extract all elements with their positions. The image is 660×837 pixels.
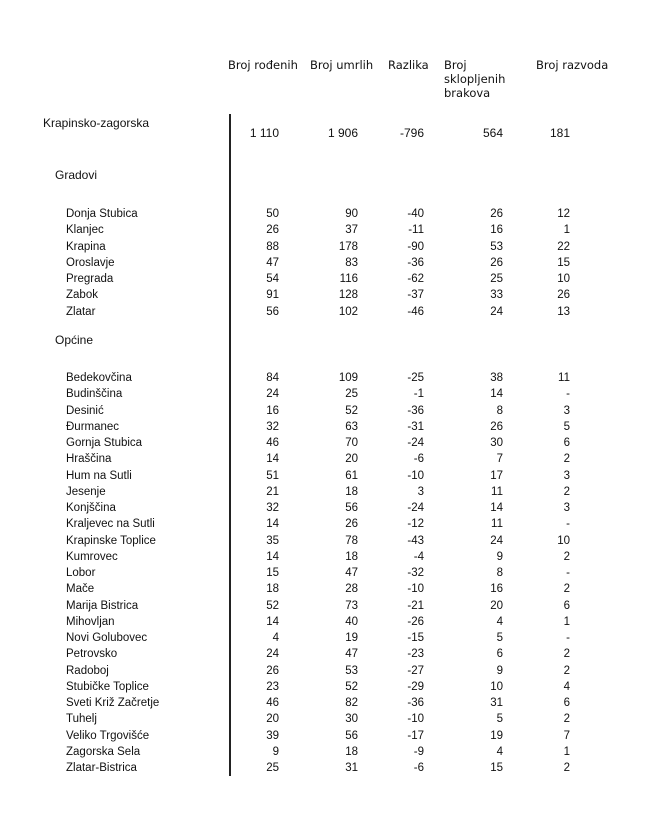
marriages-cell: 24 xyxy=(490,534,503,547)
births-cell: 32 xyxy=(266,420,279,433)
deaths-cell: 52 xyxy=(345,404,358,417)
column-header-divorces: Broj razvoda xyxy=(536,58,609,72)
row-label: Krapinske Toplice xyxy=(66,534,156,547)
table-row xyxy=(0,516,660,532)
deaths-cell: 61 xyxy=(345,469,358,482)
county-difference: -796 xyxy=(399,126,424,140)
marriages-cell: 4 xyxy=(496,615,503,628)
divorces-cell: 1 xyxy=(563,224,570,237)
table-row xyxy=(0,646,660,662)
row-label: Hum na Sutli xyxy=(66,469,132,482)
marriages-cell: 26 xyxy=(490,420,503,433)
difference-cell: -36 xyxy=(407,697,424,709)
marriages-cell: 6 xyxy=(496,648,503,661)
row-label: Đurmanec xyxy=(66,420,120,433)
marriages-cell: 30 xyxy=(490,437,503,449)
divorces-cell: 5 xyxy=(563,420,570,433)
divorces-cell: 6 xyxy=(563,437,570,449)
row-label: Kumrovec xyxy=(66,550,118,563)
difference-cell: -21 xyxy=(407,599,424,612)
births-cell: 26 xyxy=(266,224,279,237)
table-row xyxy=(0,533,660,549)
deaths-cell: 18 xyxy=(345,745,358,758)
county-marriages: 564 xyxy=(482,126,503,140)
deaths-cell: 37 xyxy=(345,224,358,237)
marriages-cell: 17 xyxy=(490,469,503,482)
row-label: Klanjec xyxy=(66,224,104,237)
births-cell: 88 xyxy=(266,240,279,253)
divorces-cell: 26 xyxy=(557,289,570,302)
marriages-cell: 16 xyxy=(490,224,503,237)
table-row xyxy=(0,271,660,287)
marriages-cell: 9 xyxy=(496,550,503,563)
marriages-cell: 33 xyxy=(490,289,503,302)
births-cell: 25 xyxy=(266,762,279,774)
row-label: Zlatar xyxy=(66,305,96,318)
deaths-cell: 31 xyxy=(345,762,358,774)
deaths-cell: 128 xyxy=(338,289,358,302)
divorces-cell: 13 xyxy=(557,305,570,318)
table-row xyxy=(0,760,660,776)
divorces-cell: 10 xyxy=(557,534,570,547)
table-row xyxy=(0,744,660,760)
table-row xyxy=(0,419,660,435)
difference-cell: -31 xyxy=(407,420,424,433)
difference-cell: -15 xyxy=(407,632,424,644)
row-label: Sveti Križ Začretje xyxy=(66,697,160,709)
deaths-cell: 109 xyxy=(338,372,358,384)
divorces-cell: 6 xyxy=(563,697,570,709)
difference-cell: -12 xyxy=(407,518,424,531)
row-label: Veliko Trgovišće xyxy=(66,729,150,742)
difference-cell: -29 xyxy=(407,680,424,693)
row-label: Pregrada xyxy=(66,273,114,285)
divorces-cell: - xyxy=(566,632,570,644)
row-label: Petrovsko xyxy=(66,648,118,661)
divorces-cell: - xyxy=(566,388,570,401)
difference-cell: -90 xyxy=(407,240,424,253)
difference-cell: -62 xyxy=(407,273,424,285)
marriages-cell: 11 xyxy=(491,518,503,531)
difference-cell: -10 xyxy=(407,469,424,482)
row-label: Kraljevec na Sutli xyxy=(66,518,155,531)
births-cell: 9 xyxy=(272,745,279,758)
deaths-cell: 18 xyxy=(345,550,358,563)
table-row xyxy=(0,711,660,727)
births-cell: 14 xyxy=(266,453,279,466)
births-cell: 20 xyxy=(266,713,279,726)
divorces-cell: 1 xyxy=(563,745,570,758)
births-cell: 84 xyxy=(266,372,279,384)
table-row xyxy=(0,304,660,320)
data-table xyxy=(0,206,660,776)
divorces-cell: 12 xyxy=(557,208,570,220)
table-row xyxy=(0,451,660,467)
deaths-cell: 28 xyxy=(345,583,358,596)
difference-cell: -1 xyxy=(413,388,424,401)
marriages-cell: 14 xyxy=(490,388,503,401)
row-label: Konjščina xyxy=(66,502,116,514)
deaths-cell: 25 xyxy=(345,388,358,401)
marriages-cell: 5 xyxy=(496,632,503,644)
births-cell: 50 xyxy=(266,208,279,220)
divorces-cell: - xyxy=(566,567,570,579)
table-row xyxy=(0,549,660,565)
deaths-cell: 20 xyxy=(345,453,358,466)
section-title-gradovi: Gradovi xyxy=(55,168,98,182)
marriages-cell: 53 xyxy=(490,240,503,253)
difference-cell: -10 xyxy=(407,583,424,596)
row-label: Gornja Stubica xyxy=(66,437,143,449)
marriages-cell: 31 xyxy=(490,697,503,709)
deaths-cell: 116 xyxy=(339,273,358,285)
deaths-cell: 19 xyxy=(345,632,358,644)
marriages-cell: 25 xyxy=(490,273,503,285)
deaths-cell: 70 xyxy=(345,437,358,449)
deaths-cell: 56 xyxy=(345,502,358,514)
deaths-cell: 30 xyxy=(345,713,358,726)
births-cell: 46 xyxy=(266,697,279,709)
births-cell: 51 xyxy=(266,469,279,482)
marriages-cell: 19 xyxy=(490,729,503,742)
row-label: Marija Bistrica xyxy=(66,599,139,612)
divorces-cell: 3 xyxy=(563,502,570,514)
row-label: Zabok xyxy=(66,289,98,302)
births-cell: 23 xyxy=(266,680,279,693)
births-cell: 46 xyxy=(266,437,279,449)
difference-cell: -36 xyxy=(407,256,424,269)
births-cell: 47 xyxy=(266,256,279,269)
table-row xyxy=(0,614,660,630)
deaths-cell: 78 xyxy=(345,534,358,547)
marriages-cell: 10 xyxy=(490,680,503,693)
difference-cell: -10 xyxy=(407,713,424,726)
difference-cell: -4 xyxy=(413,550,424,563)
births-cell: 15 xyxy=(266,567,279,579)
column-header-deaths: Broj umrlih xyxy=(310,58,374,72)
difference-cell: -40 xyxy=(407,208,424,220)
marriages-cell: 38 xyxy=(490,372,503,384)
divorces-cell: 10 xyxy=(557,273,570,285)
divorces-cell: 2 xyxy=(563,648,570,661)
table-row xyxy=(0,287,660,303)
row-label: Zlatar-Bistrica xyxy=(66,762,137,774)
county-births: 1 110 xyxy=(249,126,279,140)
births-cell: 91 xyxy=(266,289,279,302)
births-cell: 32 xyxy=(266,502,279,514)
marriages-cell: 26 xyxy=(490,256,503,269)
difference-cell: -25 xyxy=(407,372,424,384)
table-row xyxy=(0,484,660,500)
row-label: Jesenje xyxy=(66,485,106,498)
deaths-cell: 56 xyxy=(345,729,358,742)
divorces-cell: 2 xyxy=(563,713,570,726)
divorces-cell: 2 xyxy=(563,583,570,596)
marriages-cell: 4 xyxy=(496,745,503,758)
difference-cell: -26 xyxy=(407,615,424,628)
table-row xyxy=(0,403,660,419)
divorces-cell: 2 xyxy=(563,762,570,774)
divorces-cell: - xyxy=(566,518,570,531)
divorces-cell: 2 xyxy=(563,485,570,498)
marriages-cell: 8 xyxy=(496,404,503,417)
births-cell: 14 xyxy=(266,615,279,628)
divorces-cell: 7 xyxy=(563,729,570,742)
difference-cell: -9 xyxy=(413,745,424,758)
divorces-cell: 1 xyxy=(563,615,570,628)
marriages-cell: 11 xyxy=(491,485,503,498)
table-row xyxy=(0,500,660,516)
births-cell: 52 xyxy=(266,599,279,612)
difference-cell: -27 xyxy=(407,664,424,677)
table-row xyxy=(0,206,660,222)
table-row xyxy=(0,728,660,744)
births-cell: 14 xyxy=(266,518,279,531)
marriages-cell: 15 xyxy=(490,762,503,774)
column-header-difference: Razlika xyxy=(388,58,429,72)
deaths-cell: 26 xyxy=(345,518,358,531)
difference-cell: -24 xyxy=(407,502,424,514)
births-cell: 21 xyxy=(266,485,279,498)
county-name: Krapinsko-zagorska xyxy=(43,116,150,130)
divorces-cell: 15 xyxy=(557,256,570,269)
table-row xyxy=(0,468,660,484)
births-cell: 24 xyxy=(266,648,279,661)
deaths-cell: 18 xyxy=(345,485,358,498)
difference-cell: -37 xyxy=(407,289,424,302)
marriages-cell: 8 xyxy=(496,567,503,579)
deaths-cell: 63 xyxy=(345,420,358,433)
table-row xyxy=(0,255,660,271)
table-row xyxy=(0,435,660,451)
marriages-cell: 16 xyxy=(490,583,503,596)
row-label: Mače xyxy=(66,583,95,596)
divorces-cell: 2 xyxy=(563,664,570,677)
difference-cell: -23 xyxy=(407,648,424,661)
births-cell: 18 xyxy=(266,583,279,596)
column-header-marriages: Broj sklopljenih brakova xyxy=(444,58,506,100)
table-row xyxy=(0,695,660,711)
table-row xyxy=(0,565,660,581)
difference-cell: -6 xyxy=(413,762,424,774)
births-cell: 39 xyxy=(266,729,279,742)
births-cell: 54 xyxy=(266,273,279,285)
deaths-cell: 47 xyxy=(345,648,358,661)
divorces-cell: 2 xyxy=(563,550,570,563)
section-title-text: Općine xyxy=(55,332,94,347)
births-cell: 24 xyxy=(266,388,279,401)
row-label: Krapina xyxy=(66,240,106,253)
deaths-cell: 90 xyxy=(345,208,358,220)
deaths-cell: 52 xyxy=(345,680,358,693)
births-cell: 16 xyxy=(266,404,279,417)
difference-cell: -24 xyxy=(407,437,424,449)
births-cell: 4 xyxy=(272,632,279,644)
row-label: Stubičke Toplice xyxy=(66,680,149,693)
marriages-cell: 5 xyxy=(496,713,503,726)
row-label: Radoboj xyxy=(66,664,109,677)
table-row xyxy=(0,581,660,597)
difference-cell: -36 xyxy=(407,404,424,417)
row-label: Budinščina xyxy=(66,388,123,401)
table-row xyxy=(0,370,660,386)
deaths-cell: 178 xyxy=(338,240,358,253)
divorces-cell: 4 xyxy=(563,680,570,693)
column-header-births: Broj rođenih xyxy=(228,58,298,72)
county-deaths: 1 906 xyxy=(327,126,358,140)
table-row xyxy=(0,630,660,646)
table-row xyxy=(0,239,660,255)
births-cell: 26 xyxy=(266,664,279,677)
difference-cell: -17 xyxy=(407,729,424,742)
marriages-cell: 24 xyxy=(490,305,503,318)
births-cell: 56 xyxy=(266,305,279,318)
marriages-cell: 14 xyxy=(490,502,503,514)
table-row xyxy=(0,386,660,402)
divorces-cell: 6 xyxy=(563,599,570,612)
section-title-1 xyxy=(0,332,660,348)
divorces-cell: 22 xyxy=(557,240,570,253)
table-row xyxy=(0,598,660,614)
row-label: Mihovljan xyxy=(66,615,115,628)
divorces-cell: 3 xyxy=(563,404,570,417)
row-label: Bedekovčina xyxy=(66,372,132,384)
divorces-cell: 11 xyxy=(558,372,570,384)
marriages-cell: 20 xyxy=(490,599,503,612)
deaths-cell: 73 xyxy=(345,599,358,612)
births-cell: 14 xyxy=(266,550,279,563)
divorces-cell: 2 xyxy=(563,453,570,466)
row-label: Donja Stubica xyxy=(66,208,138,220)
row-label: Desinić xyxy=(66,404,104,417)
deaths-cell: 102 xyxy=(338,305,358,318)
deaths-cell: 47 xyxy=(345,567,358,579)
deaths-cell: 83 xyxy=(345,256,358,269)
difference-cell: -32 xyxy=(407,567,424,579)
difference-cell: -11 xyxy=(408,224,424,237)
difference-cell: -46 xyxy=(407,305,424,318)
difference-cell: -43 xyxy=(407,534,424,547)
row-label: Lobor xyxy=(66,567,96,579)
row-label: Tuhelj xyxy=(66,713,97,726)
table-row xyxy=(0,222,660,238)
deaths-cell: 53 xyxy=(345,664,358,677)
divorces-cell: 3 xyxy=(563,469,570,482)
row-label: Novi Golubovec xyxy=(66,632,148,644)
deaths-cell: 40 xyxy=(345,615,358,628)
marriages-cell: 9 xyxy=(496,664,503,677)
row-label: Oroslavje xyxy=(66,256,115,269)
difference-cell: 3 xyxy=(417,485,424,498)
marriages-cell: 26 xyxy=(490,208,503,220)
births-cell: 35 xyxy=(266,534,279,547)
row-label: Hraščina xyxy=(66,453,112,466)
row-label: Zagorska Sela xyxy=(66,745,141,758)
marriages-cell: 7 xyxy=(496,453,503,466)
deaths-cell: 82 xyxy=(345,697,358,709)
difference-cell: -6 xyxy=(413,453,424,466)
county-divorces: 181 xyxy=(549,126,570,140)
table-row xyxy=(0,679,660,695)
table-row xyxy=(0,663,660,679)
